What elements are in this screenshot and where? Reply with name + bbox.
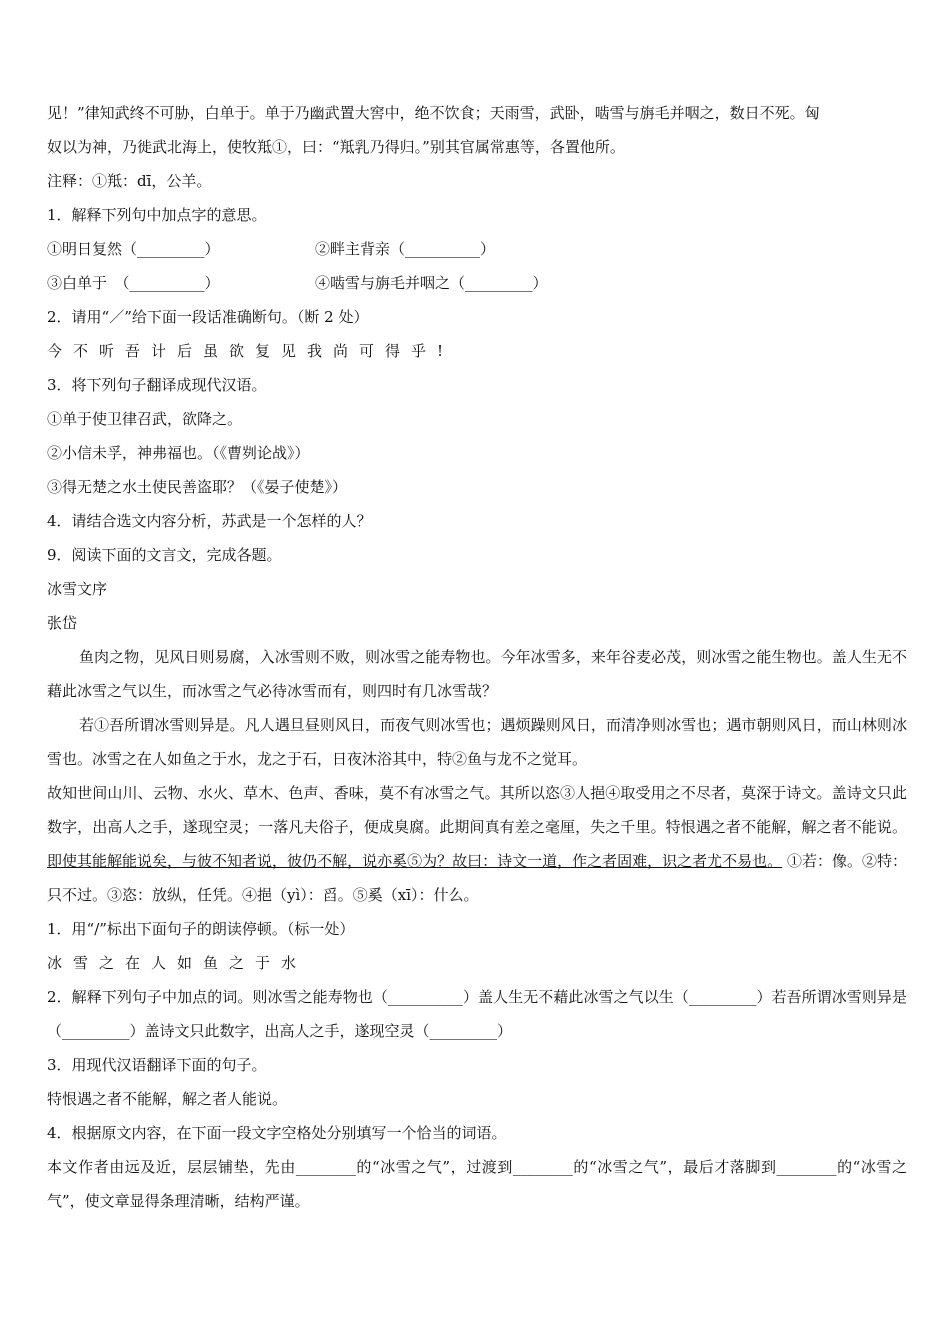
question-1-item: ④啮雪与旃毛并咽之（_________） <box>315 274 548 292</box>
passage-note: 注释：①羝：dī，公羊。 <box>47 172 212 190</box>
s9-question-1-text: 冰雪之在人如鱼之于水 <box>47 954 308 972</box>
s9-question-2: 2．解释下列句子中加点的词。则冰雪之能寿物也（__________）盖人生无不藉此冰雪之气以生（_________）若吾所谓冰雪则异是（_________）盖诗文只此数字，出高人之手，遂现空灵（_________） <box>47 988 907 1040</box>
question-1-row-2 <box>47 266 907 300</box>
question-3-title: 3．将下列句子翻译成现代汉语。 <box>47 376 267 394</box>
essay-paragraph-1: 鱼肉之物，见风日则易腐，入冰雪则不败，则冰雪之能寿物也。今年冰雪多，来年谷麦必茂，则冰雪之能生物也。盖人生无不藉此冰雪之气以生，而冰雪之气必待冰雪而有，则四时有几冰雪哉？ <box>47 648 907 700</box>
essay-title: 冰雪文序 <box>47 580 108 598</box>
question-1-title: 1．解释下列句中加点字的意思。 <box>47 206 267 224</box>
essay-paragraph-2: 若①吾所谓冰雪则异是。凡人遇旦昼则风日，而夜气则冰雪也；遇烦躁则风日，而清净则冰雪也；遇市朝则风日，而山林则冰雪也。冰雪之在人如鱼之于水，龙之于石，日夜沐浴其中，特②鱼与龙不之觉耳。 <box>47 716 907 768</box>
question-1-row-1 <box>47 232 907 266</box>
document-page <box>47 96 907 1218</box>
s9-question-3-text: 特恨遇之者不能解，解之者人能说。 <box>47 1090 288 1108</box>
question-4-title: 4．请结合选文内容分析，苏武是一个怎样的人？ <box>47 512 372 530</box>
question-1-item: ③白单于 （__________） <box>47 274 220 292</box>
question-2-text: 今不听吾计后虽欲复见我尚可得乎! <box>47 342 455 360</box>
question-3-item: ③得无楚之水土使民善盗耶？（《晏子使楚》） <box>47 478 348 496</box>
essay-underlined-sentence: 即使其能解能说矣，与彼不知者说，彼仍不解，说亦奚⑤为？故曰：诗文一道，作之者固难，识之者尤不易也。 <box>47 852 783 870</box>
essay-author: 张岱 <box>47 614 78 632</box>
passage-line-1: 见！”律知武终不可胁，白单于。单于乃幽武置大窖中，绝不饮食；天雨雪，武卧，啮雪与旃毛并咽之，数日不死。匈 <box>47 104 820 122</box>
question-1-item: ②畔主背亲（__________） <box>315 240 496 258</box>
section-9-heading: 9．阅读下面的文言文，完成各题。 <box>47 546 282 564</box>
essay-paragraph-3-text: 故知世间山川、云物、水火、草木、色声、香味，莫不有冰雪之气。其所以恣③人挹④取受用之不尽者，莫深于诗文。盖诗文只此数字，出高人之手，遂现空灵；一落凡夫俗子，便成臭腐。此期间真有差之毫厘，失之千里。特恨遇之者不能解，解之者不能说。 <box>47 784 907 836</box>
essay-notes: ①若：像。②特：只不过。③恣：放纵，任凭。④挹（yì）：舀。⑤奚（xī）：什么。 <box>47 852 907 904</box>
s9-question-4-text: 本文作者由远及近，层层铺垫，先由________的“冰雪之气”，过渡到________的“冰雪之气”，最后才落脚到________的“冰雪之气”，使文章显得条理清晰，结构严谨。 <box>47 1158 907 1210</box>
s9-question-1-title: 1．用“/”标出下面句子的朗读停顿。（标一处） <box>47 920 355 938</box>
s9-question-4-title: 4．根据原文内容，在下面一段文字空格处分别填写一个恰当的词语。 <box>47 1124 507 1142</box>
question-2-title: 2．请用“／”给下面一段话准确断句。（断 2 处） <box>47 308 369 326</box>
s9-question-3-title: 3．用现代汉语翻译下面的句子。 <box>47 1056 267 1074</box>
essay-paragraph-3 <box>47 776 907 912</box>
passage-line-2: 奴以为神，乃徙武北海上，使牧羝①，曰：“羝乳乃得归。”别其官属常惠等，各置他所。 <box>47 138 625 156</box>
question-3-item: ②小信未孚，神弗福也。（《曹刿论战》） <box>47 444 310 462</box>
question-3-item: ①单于使卫律召武，欲降之。 <box>47 410 243 428</box>
question-1-item: ①明日复然（_________） <box>47 240 220 258</box>
